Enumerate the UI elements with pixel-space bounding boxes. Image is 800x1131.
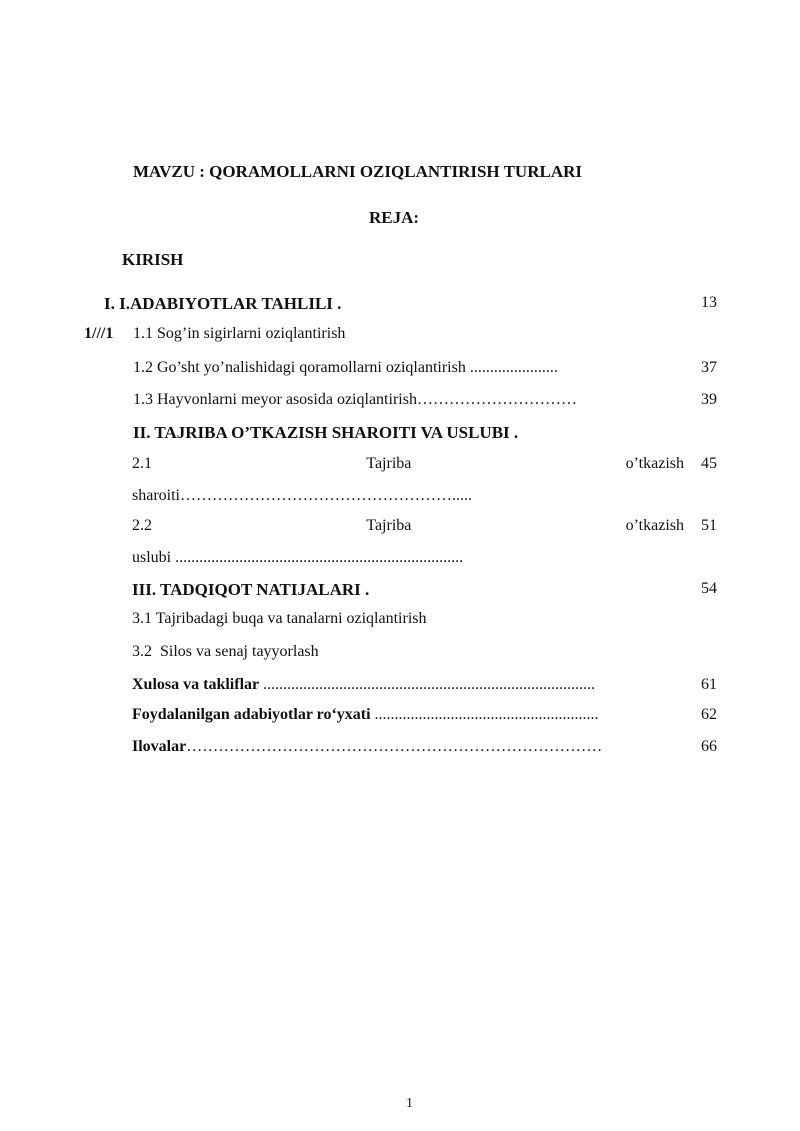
toc-s2-2-word1: Tajriba [366, 517, 412, 534]
toc-s2-1-word2: o’tkazish [625, 455, 684, 472]
toc-s1-3-leader: ………………………… [416, 391, 577, 408]
toc-appendix-leader: …………………………………………………………………… [186, 738, 603, 755]
toc-s1-2-line [133, 359, 558, 377]
toc-conclusion-title: Xulosa va takliflar [132, 676, 260, 693]
document-topic: MAVZU : QORAMOLLARNI OZIQLANTIRISH TURLARI [133, 162, 582, 181]
toc-s2-1-row [132, 455, 684, 473]
plan-heading: REJA: [369, 208, 420, 227]
toc-s2-1-word1: Tajriba [366, 455, 412, 472]
toc-s3-title: III. TADQIQOT NATIJALARI . [132, 580, 370, 599]
toc-s2-2-num: 2.2 [132, 517, 152, 534]
toc-references-title: Foydalanilgan adabiyotlar ro‘yxati [132, 706, 371, 723]
toc-references-leader: ........................................................ [370, 706, 599, 723]
toc-s3-2-title[interactable]: 3.2 Silos va senaj tayyorlash [132, 643, 319, 660]
toc-s1-page: 13 [701, 294, 717, 311]
toc-s2-1-num: 2.1 [132, 455, 152, 472]
toc-s1-2-title: 1.2 Go’sht yo’nalishidagi qoramollarni oziqlantirish [133, 359, 466, 376]
toc-conclusion-leader: ................................................................................... [259, 676, 596, 693]
toc-s1-2-leader: ...................... [465, 359, 558, 376]
toc-s1-3-line [133, 391, 577, 409]
toc-s2-2-page: 51 [701, 517, 717, 534]
toc-s1-title: I. I.ADABIYOTLAR TAHLILI . [104, 294, 342, 313]
toc-s1-3-page: 39 [701, 391, 717, 408]
toc-s1-2-page: 37 [701, 359, 717, 376]
toc-appendix-title: Ilovalar [132, 738, 187, 755]
toc-appendix-line [132, 738, 602, 756]
toc-s1-1-title: 1.1 Sog’in sigirlarni oziqlantirish [133, 325, 346, 342]
page-number: 1 [406, 1096, 413, 1111]
toc-intro: KIRISH [122, 250, 184, 269]
toc-s2-2-continued: uslubi ........................................................................ [132, 549, 464, 566]
toc-conclusion-page: 61 [701, 676, 717, 693]
toc-s2-2-word2: o’tkazish [625, 517, 684, 534]
toc-s3-page: 54 [701, 580, 717, 597]
toc-appendix-page: 66 [701, 738, 717, 755]
toc-references-line [132, 706, 599, 724]
toc-s1-3-title: 1.3 Hayvonlarni meyor asosida oziqlantirish [133, 391, 417, 408]
toc-s2-1-continued: sharoiti……………………………………………..... [132, 487, 472, 504]
toc-s2-title[interactable]: II. TAJRIBA O’TKAZISH SHAROITI VA USLUBI . [133, 423, 519, 442]
toc-conclusion-line [132, 676, 595, 694]
toc-s3-1-title[interactable]: 3.1 Tajribadagi buqa va tanalarni oziqlantirish [132, 610, 427, 627]
toc-references-page: 62 [701, 706, 717, 723]
toc-s2-1-page: 45 [701, 455, 717, 472]
toc-s2-2-row [132, 517, 684, 535]
toc-s1-1-marker: 1///1 [84, 325, 114, 342]
